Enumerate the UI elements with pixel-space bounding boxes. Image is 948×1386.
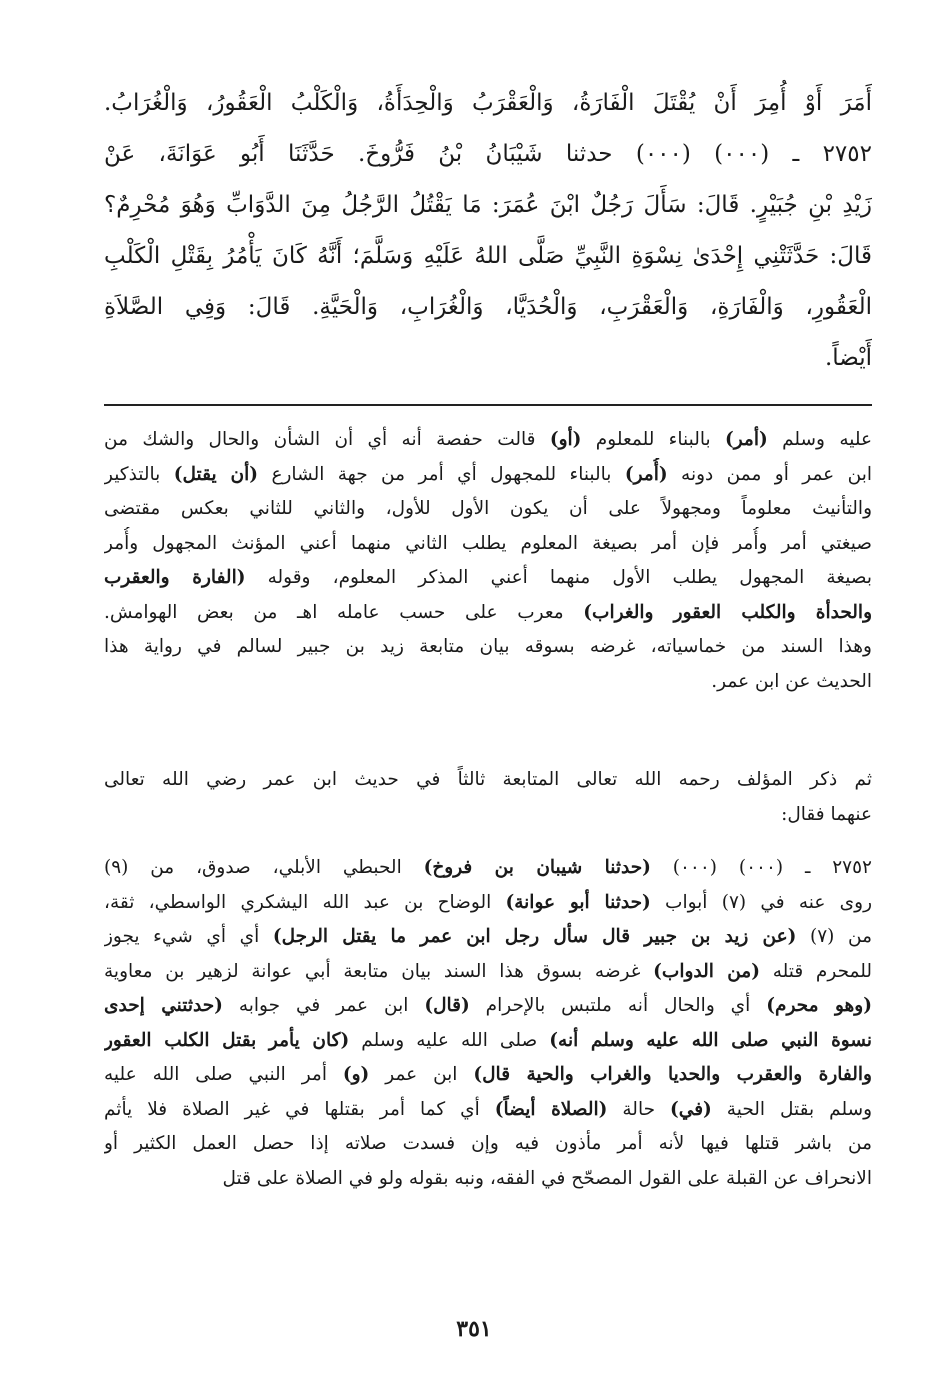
text-segment: للمحرم قتله [759, 960, 872, 982]
text-segment: أي كما أمر بقتلها في غير الصلاة فلا يأثم [104, 1098, 495, 1120]
bold-quote: (حدثتني إحدى [104, 995, 223, 1016]
text-line [104, 282, 872, 333]
text-segment: والتأنيث معلوماً ومجهولاً على أن يكون الأول للأول، والثاني للثاني بعكس مقتضى [104, 498, 872, 519]
text-segment: بالبناء للمعلوم [581, 429, 725, 450]
commentary-paragraph-3 [104, 851, 872, 1196]
hadith-text [104, 78, 872, 384]
text-segment: الوضاح بن عبد الله اليشكري الواسطي، ثقة، [104, 891, 506, 913]
text-segment: وسلم بقتل الحية [711, 1098, 872, 1120]
text-line [104, 1093, 872, 1128]
bold-quote: (أو) [549, 429, 582, 450]
bold-quote: نسوة النبي صلى الله عليه وسلم أنه) [549, 1029, 872, 1051]
text-segment: ٢٧٥٢ ـ (٠٠٠) (٠٠٠) حدثنا شَيْبَانُ بْنُ فَرُّوخَ. حَدَّثَنَا أَبُو عَوَانَةَ، عَنْ [104, 141, 872, 167]
text-segment: الحديث عن ابن عمر. [711, 670, 872, 692]
text-line [104, 798, 872, 833]
bold-quote: (كان يأمر بقتل الكلب العقور [104, 1029, 350, 1051]
bold-quote: (عن زيد بن جبير قال سأل رجل ابن عمر ما يقتل الرجل) [272, 926, 797, 947]
text-segment: صيغتي أمر وأُمر فإن أمر بصيغة المعلوم يطلب الثاني منهما أعني المؤنث المجهول وأُمر [104, 532, 872, 554]
commentary-paragraph-2 [104, 763, 872, 832]
text-line [104, 886, 872, 921]
text-line [104, 129, 872, 180]
text-line [104, 1162, 872, 1197]
bold-quote: (قال) [424, 995, 470, 1016]
bold-quote: (في) [670, 1098, 712, 1120]
bold-quote: (أن يقتل) [173, 463, 259, 485]
text-segment: ابن عمر [369, 1064, 474, 1085]
text-line [104, 1127, 872, 1162]
text-line [104, 1024, 872, 1059]
text-segment: قالت حفصة أنه أي أن الشأن والحال والشك من [104, 429, 550, 450]
text-segment: أَيْضاً. [824, 345, 872, 371]
bold-quote: (أُمر) [624, 463, 668, 485]
text-segment: ابن عمر في جوابه [222, 995, 425, 1016]
commentary-paragraph-1 [104, 423, 872, 699]
text-segment: من باشر قتلها فيها لأنه أمر مأذون فيه وإن فسدت صلاته إذا حصل العمل الكثير أو [104, 1133, 872, 1154]
text-line [104, 180, 872, 231]
text-segment: أَمَرَ أَوْ أُمِرَ أَنْ يُقْتَلَ الْفَارَةُ، وَالْعَقْرَبُ وَالْحِدَأَةُ، وَالْكَلْبُ الْعَقُورُ، وَالْغُرَابُ. [104, 90, 872, 116]
bold-quote: (و) [342, 1064, 370, 1085]
text-segment: الانحراف عن القبلة على القول المصحّح في الفقه، ونبه بقوله ولو في الصلاة على قتل [222, 1167, 872, 1189]
text-line [104, 527, 872, 562]
text-line [104, 1058, 872, 1093]
text-segment: أمر النبي صلى الله عليه [104, 1064, 343, 1085]
bold-quote: (من الدواب) [653, 960, 760, 982]
text-segment: بالتذكير [104, 463, 174, 485]
text-line [104, 989, 872, 1024]
footnote-divider [104, 404, 872, 406]
bold-quote: (الفارة والعقرب [104, 567, 246, 588]
text-line [104, 561, 872, 596]
text-segment: أي أي شيء يجوز [104, 926, 273, 947]
text-line [104, 665, 872, 700]
bold-quote: (حدثنا أبو عوانة) [505, 891, 651, 913]
text-segment: غرضه بسوق هذا السند بيان متابعة أبي عوانة لزهير بن معاوية [104, 960, 654, 982]
text-segment: وهذا السند من خماسياته، غرضه بسوقه بيان متابعة زيد بن جبير لسالم في رواية هذا [104, 636, 872, 657]
bold-quote: (وهو محرم) [766, 995, 872, 1016]
text-line [104, 458, 872, 493]
text-line [104, 492, 872, 527]
text-line [104, 78, 872, 129]
text-line [104, 423, 872, 458]
text-segment: روى عنه في (٧) أبواب [650, 891, 872, 913]
bold-quote: والفارة والعقرب والحديا والغراب والحية قال) [473, 1064, 872, 1085]
text-segment: بالبناء للمجهول أي أمر من جهة الشارع [258, 463, 625, 485]
text-segment: ابن عمر أو ممن دونه [667, 463, 872, 485]
text-segment: صلى الله عليه وسلم [349, 1029, 550, 1051]
text-segment: زَيْدِ بْنِ جُبَيْرٍ. قَالَ: سَأَلَ رَجُلٌ ابْنَ عُمَرَ: مَا يَقْتُلُ الرَّجُلُ مِنَ الدَّوَابِّ وَهُوَ مُحْرِمٌ؟ [104, 192, 872, 218]
text-segment: عليه وسلم [767, 429, 872, 450]
text-segment: أي والحال أنه ملتبس بالإحرام [469, 995, 767, 1016]
page-number: ٣٥١ [456, 1316, 492, 1342]
text-line [104, 231, 872, 282]
bold-quote: (أمر) [724, 429, 768, 450]
text-line [104, 955, 872, 990]
text-line [104, 630, 872, 665]
text-segment: بصيغة المجهول يطلب الأول منهما أعني المذكر المعلوم، وقوله [245, 567, 872, 588]
text-line [104, 920, 872, 955]
text-segment: عنهما فقال: [781, 803, 872, 825]
bold-quote: (حدثنا شيبان بن فروخ) [423, 857, 651, 878]
text-line [104, 596, 872, 631]
text-segment: الْعَقُورِ، وَالْفَارَةِ، وَالْعَقْرَبِ، وَالْحُدَيَّا، وَالْغُرَابِ، وَالْحَيَّةِ. قَالَ: وَفِي الصَّلاَةِ [104, 294, 872, 320]
text-line [104, 851, 872, 886]
bold-quote: (الصلاة أيضاً) [494, 1098, 608, 1120]
text-line [104, 333, 872, 384]
text-segment: معرب على حسب عامله اهـ من بعض الهوامش. [104, 601, 584, 623]
bold-quote: والحدأة والكلب العقور والغراب) [583, 601, 872, 623]
text-line [104, 763, 872, 798]
text-segment: قَالَ: حَدَّثَتْنِي إِحْدَىٰ نِسْوَةِ النَّبِيِّ صَلَّى اللهُ عَلَيْهِ وَسَلَّمَ؛ أَنَّهُ كَانَ يَأْمُرُ بِقَتْلِ الْكَلْبِ [104, 243, 872, 269]
text-segment: من (٧) [796, 926, 872, 947]
text-segment: حالة [607, 1098, 671, 1120]
text-segment: ٢٧٥٢ ـ (٠٠٠) (٠٠٠) [650, 857, 872, 878]
text-segment: ثم ذكر المؤلف رحمه الله تعالى المتابعة ثالثاً في حديث ابن عمر رضي الله تعالى [104, 769, 872, 790]
text-segment: الحبطي الأبلي، صدوق، من (٩) [104, 857, 424, 878]
